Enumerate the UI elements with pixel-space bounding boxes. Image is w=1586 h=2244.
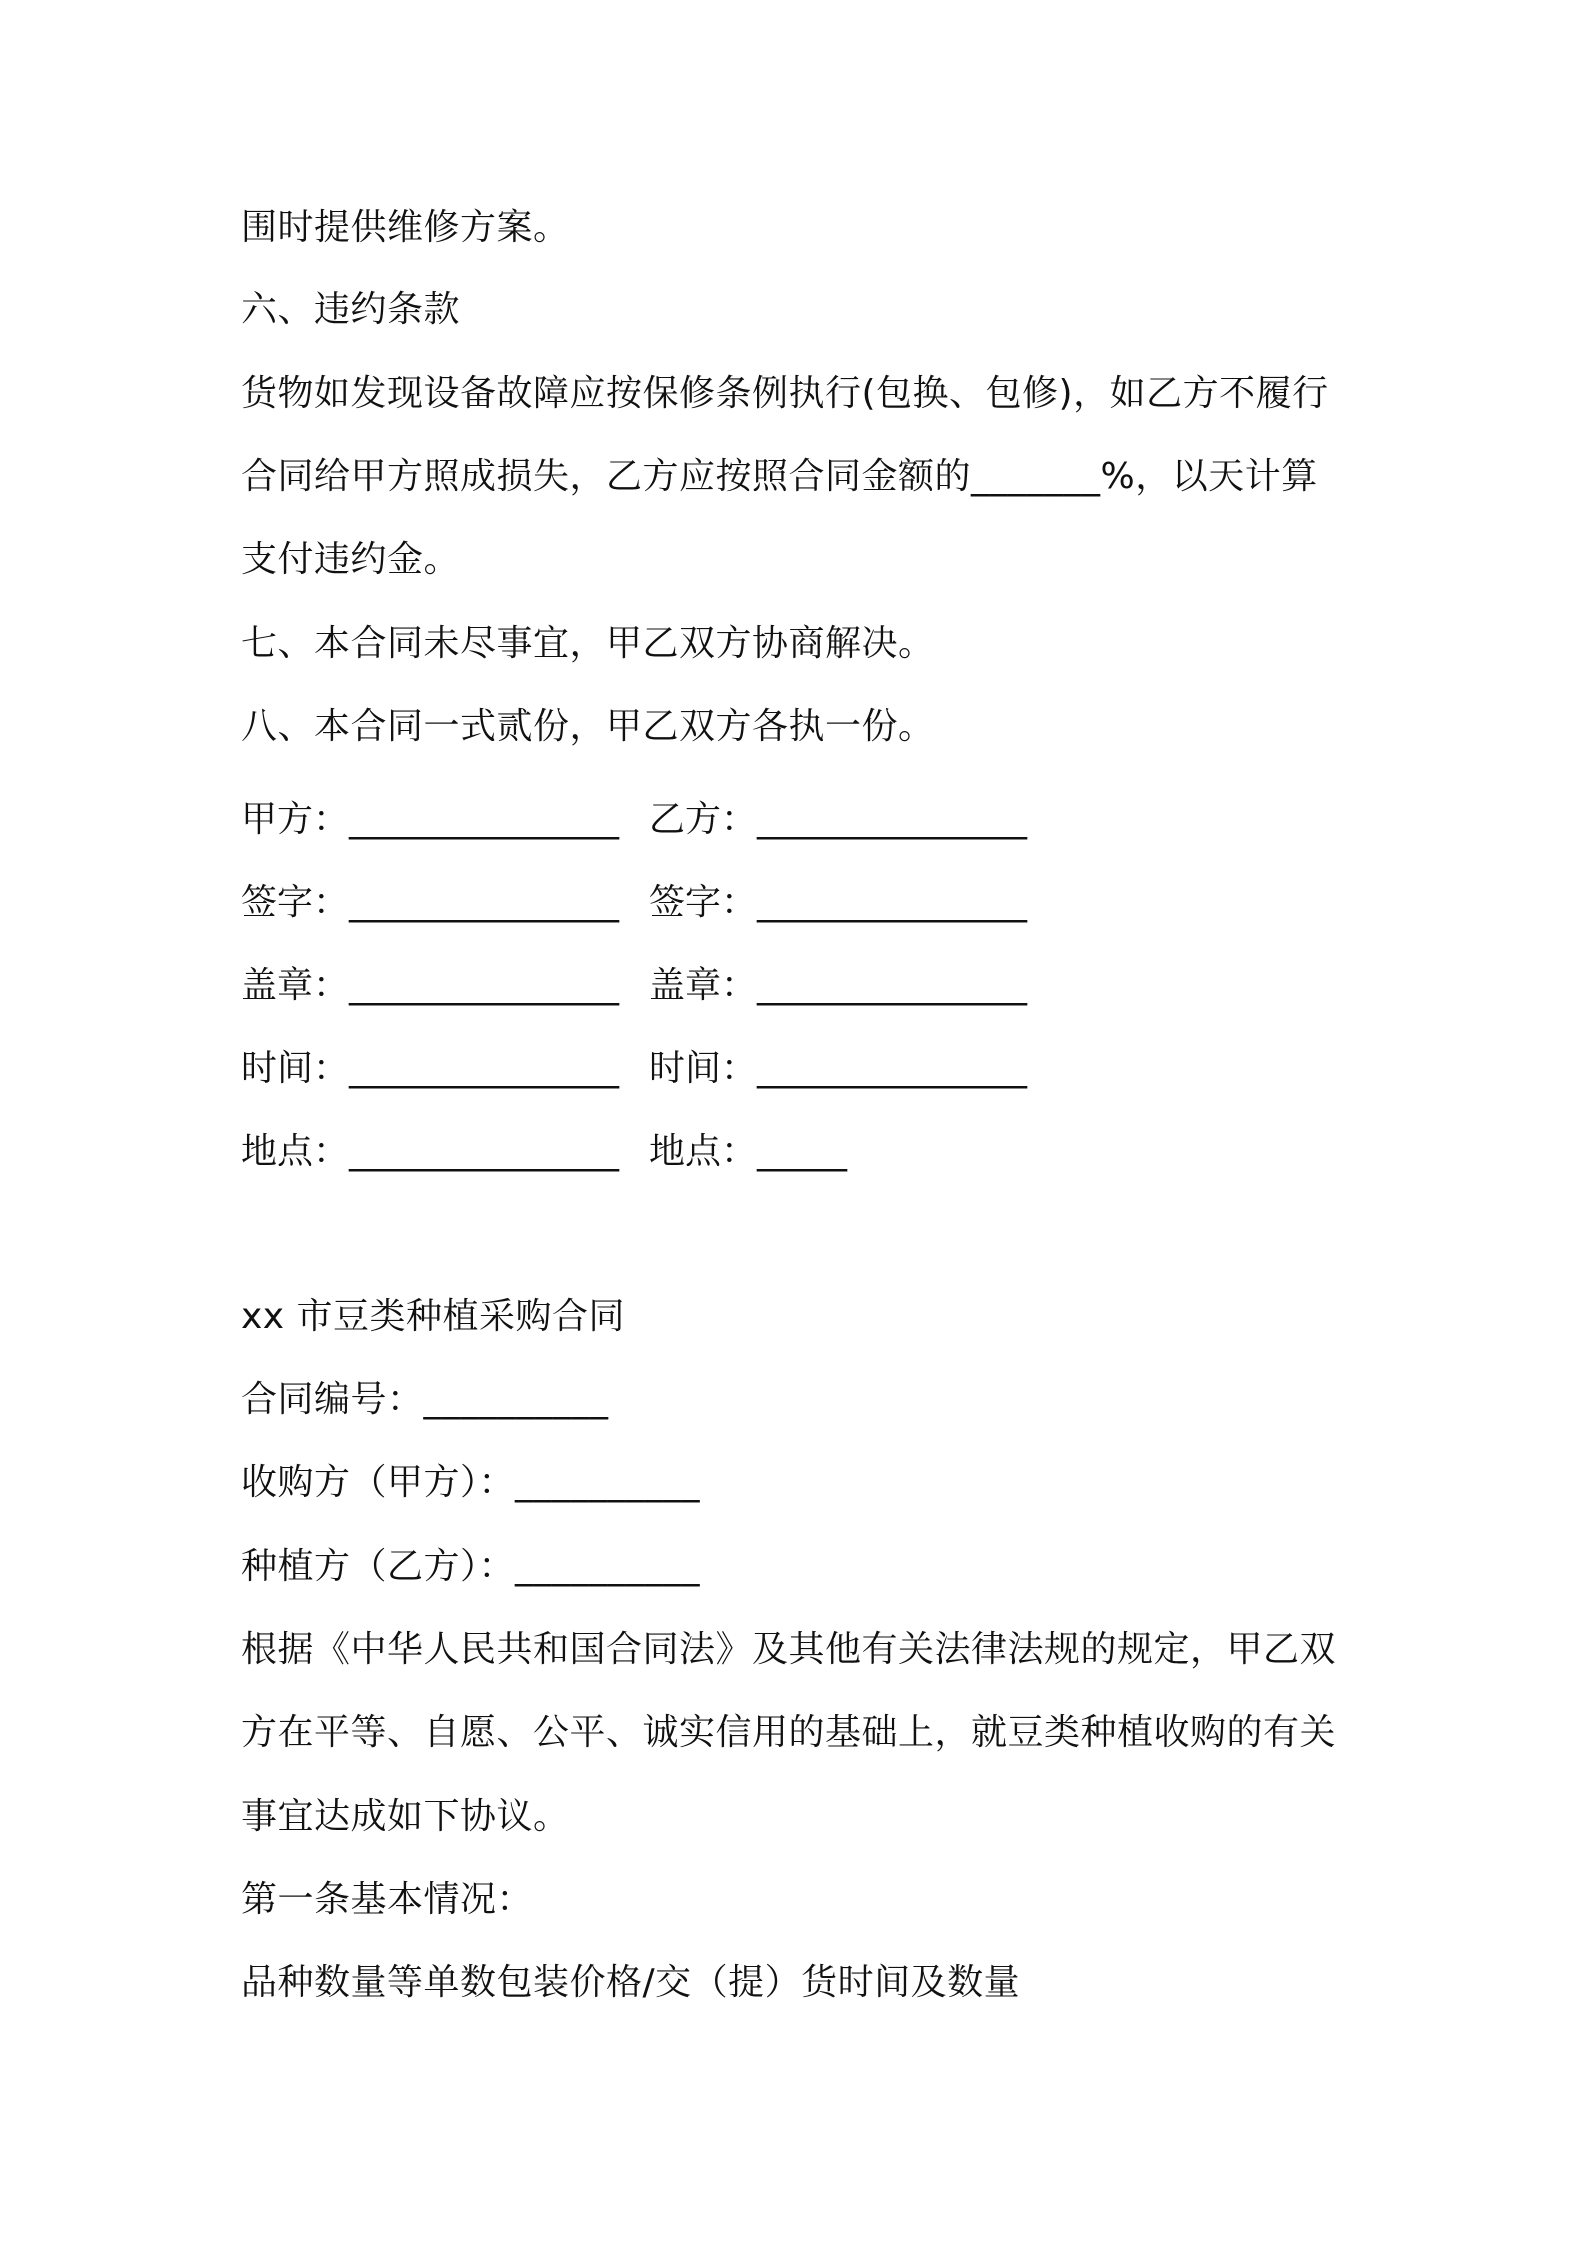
clause-seven: 七、本合同未尽事宜，甲乙双方协商解决。 xyxy=(241,623,935,664)
section-heading-breach: 六、违约条款 xyxy=(241,289,461,330)
party-a-place-field: 地点：_______________ xyxy=(241,1131,620,1172)
party-b-place-field: 地点：_____ xyxy=(649,1131,848,1172)
contract-title: xx 市豆类种植采购合同 xyxy=(241,1296,626,1337)
contract-number-field: 合同编号：__________ xyxy=(241,1379,609,1420)
table-header-line: 品种数量等单数包装价格/交（提）货时间及数量 xyxy=(241,1962,1021,2003)
party-a-sign-field: 签字：_______________ xyxy=(241,882,620,923)
paragraph-line: 支付违约金。 xyxy=(241,539,461,580)
buyer-field: 收购方（甲方）：__________ xyxy=(241,1462,701,1503)
paragraph-line: 货物如发现设备故障应按保修条例执行(包换、包修)，如乙方不履行 xyxy=(241,373,1329,414)
party-a-time-field: 时间：_______________ xyxy=(241,1048,620,1089)
paragraph-line: 合同给甲方照成损失，乙方应按照合同金额的_______%，以天计算 xyxy=(241,456,1318,497)
grower-field: 种植方（乙方）：__________ xyxy=(241,1546,701,1587)
paragraph-line: 事宜达成如下协议。 xyxy=(241,1796,570,1837)
party-b-seal-field: 盖章：_______________ xyxy=(649,965,1028,1006)
party-b-time-field: 时间：_______________ xyxy=(649,1048,1028,1089)
party-b-field: 乙方：_______________ xyxy=(649,799,1028,840)
paragraph-line: 围时提供维修方案。 xyxy=(241,207,570,248)
party-b-sign-field: 签字：_______________ xyxy=(649,882,1028,923)
paragraph-line: 根据《中华人民共和国合同法》及其他有关法律法规的规定，甲乙双 xyxy=(241,1629,1337,1670)
party-a-field: 甲方：_______________ xyxy=(241,799,620,840)
paragraph-line: 方在平等、自愿、公平、诚实信用的基础上，就豆类种植收购的有关 xyxy=(241,1712,1337,1753)
article-one-heading: 第一条基本情况： xyxy=(241,1879,534,1920)
party-a-seal-field: 盖章：_______________ xyxy=(241,965,620,1006)
clause-eight: 八、本合同一式贰份，甲乙双方各执一份。 xyxy=(241,706,935,747)
